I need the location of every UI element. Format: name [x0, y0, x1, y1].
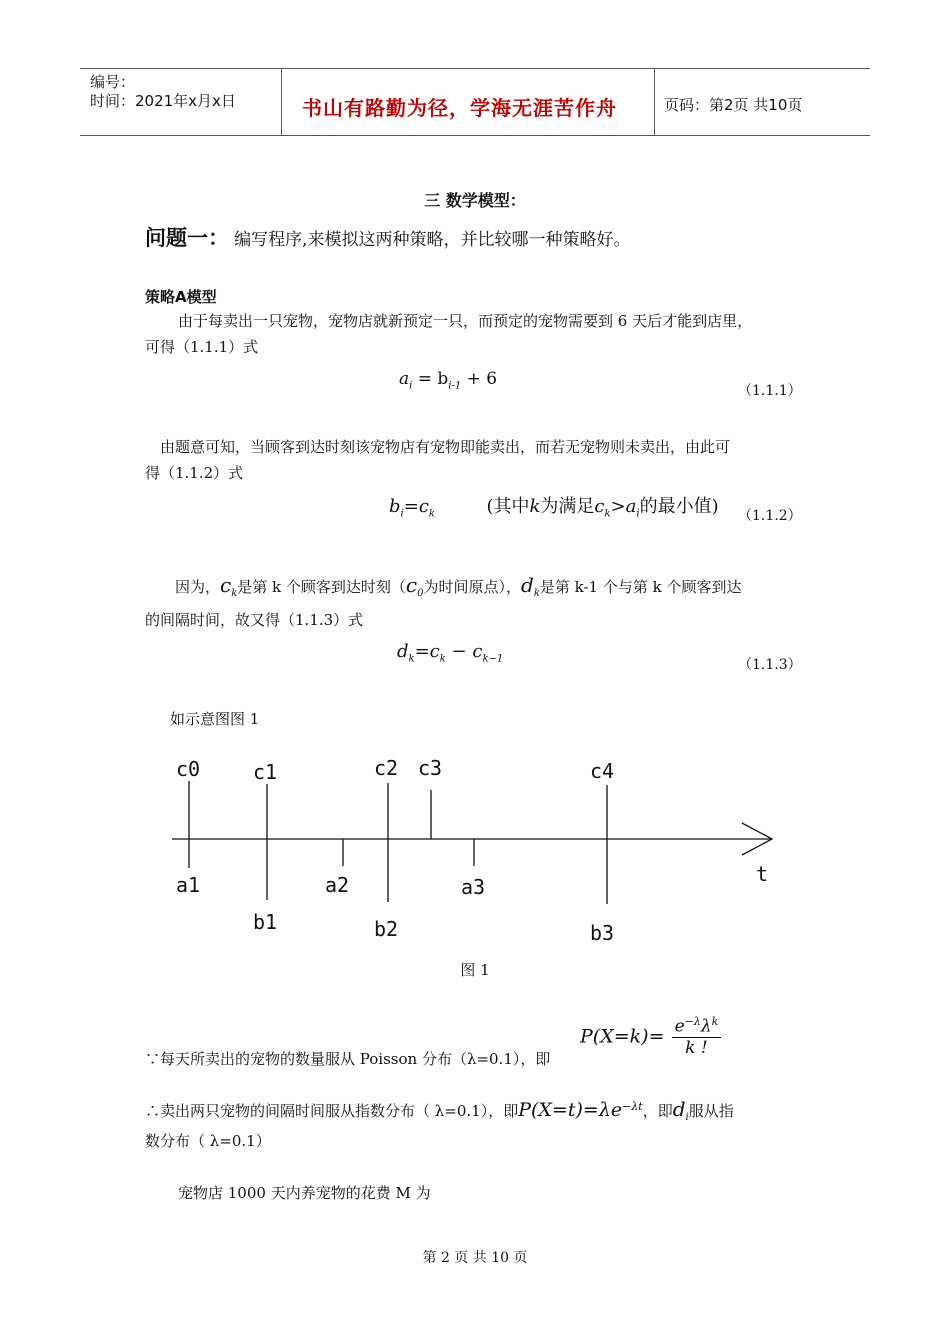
header-motto: 书山有路勤为径，学海无涯苦作舟 — [302, 96, 617, 120]
label-c1: c1 — [253, 760, 278, 784]
eq2-cond-sub-k: k — [604, 508, 611, 520]
eq3-sub-k1: k−1 — [482, 653, 504, 665]
label-b3: b3 — [590, 921, 615, 945]
exp-formula-sup: −λt — [622, 1100, 643, 1113]
eq2-number: （1.1.2） — [738, 508, 802, 524]
para2-line1: 由题意可知，当顾客到达时刻该宠物店有宠物即能卖出，而若无宠物则未卖出，由此可 — [160, 438, 731, 456]
question-label: 问题一： — [145, 226, 229, 250]
label-a1: a1 — [176, 873, 201, 897]
eq2-cond-text: 为满足 — [540, 496, 595, 517]
eq2-cond-c: c — [594, 496, 605, 517]
exp-tail: 服从指 — [688, 1102, 734, 1120]
eq3-eq-c: =c — [414, 641, 440, 662]
eq2-cond-end: 的最小值) — [639, 496, 719, 517]
label-b1: b1 — [253, 910, 278, 934]
exp-formula: P(X=t)=λe — [518, 1099, 623, 1121]
eq3-minus-c: − c — [445, 641, 483, 662]
poisson-numerator — [672, 1015, 722, 1038]
label-t: t — [756, 862, 769, 886]
page-footer: 第 2 页 共 10 页 — [422, 1250, 528, 1266]
label-c3: c3 — [418, 756, 443, 780]
exp-line-start: ∴卖出两只宠物的间隔时间服从指数分布（ λ=0.1），即 — [145, 1102, 519, 1120]
label-c0: c0 — [176, 757, 201, 781]
poisson-lhs: P(X=k)= — [580, 1025, 665, 1048]
label-a2: a2 — [325, 873, 350, 897]
strategy-title: 策略A模型 — [145, 288, 217, 306]
eq2-cond-open: (其中 — [486, 496, 530, 517]
para1-line1: 由于每卖出一只宠物，宠物店就新预定一只，而预定的宠物需要到 6 天后才能到店里， — [178, 312, 753, 330]
para3-c0-sub: 0 — [417, 588, 424, 599]
eq2-cond-a: a — [625, 496, 637, 517]
poisson-fraction — [672, 1015, 722, 1058]
poisson-denominator: k ! — [685, 1037, 708, 1058]
para2-line2: 得（1.1.2）式 — [145, 464, 244, 482]
poisson-line: ∵每天所卖出的宠物的数量服从 Poisson 分布（λ=0.1），即 — [145, 1050, 551, 1068]
eq1-var-a: a — [399, 369, 410, 389]
poisson-e: e — [674, 1016, 685, 1037]
eq3-number: （1.1.3） — [738, 657, 802, 673]
poisson-lambda: λ — [700, 1016, 712, 1037]
label-c2: c2 — [374, 756, 399, 780]
question-text: 编写程序,来模拟这两种策略，并比较哪一种策略好。 — [234, 230, 631, 250]
eq1-eq-b: = b — [417, 369, 449, 389]
poisson-lambda-exp: k — [711, 1015, 719, 1028]
para3-ck: c — [220, 573, 232, 597]
para3-intro: 因为， — [175, 578, 221, 596]
label-c4: c4 — [590, 759, 615, 783]
section-title: 三 数学模型： — [424, 191, 526, 210]
exp-di-sub: i — [685, 1112, 689, 1123]
eq2-cond-sub-i: i — [636, 508, 640, 520]
eq3-sub-k: k — [408, 653, 415, 665]
para3-t2: 为时间原点）， — [423, 578, 522, 596]
para3-line2: 的间隔时间，故又得（1.1.3）式 — [145, 611, 364, 629]
eq2-cond-gt: > — [610, 496, 626, 517]
eq2-b: b — [389, 496, 401, 517]
poisson-e-exp: −λ — [684, 1015, 701, 1028]
eq1-sub-i: i — [409, 380, 413, 392]
para3-dk-sub: k — [533, 588, 540, 599]
exp-di: d — [672, 1097, 686, 1121]
header-time-label: 时间：2021年x月x日 — [90, 92, 236, 110]
para3-c0: c — [405, 573, 418, 597]
para3-ck-sub: k — [231, 588, 238, 599]
label-a3: a3 — [461, 875, 486, 899]
cost-line: 宠物店 1000 天内养宠物的花费 M 为 — [178, 1184, 431, 1202]
eq3-sub-k-2: k — [439, 653, 446, 665]
eq2-sub-k: k — [428, 508, 435, 520]
eq2-cond-k: k — [529, 496, 541, 517]
eq3-d: d — [397, 641, 409, 662]
eq1-tail: + 6 — [466, 369, 498, 389]
poisson-formula — [580, 1015, 721, 1058]
label-b2: b2 — [374, 917, 399, 941]
eq1-sub-i1: i-1 — [448, 380, 462, 392]
header-number-label: 编号： — [90, 73, 136, 91]
para1-line2: 可得（1.1.1）式 — [145, 338, 259, 356]
eq2-eq-c: =c — [403, 496, 429, 517]
exponential-line — [145, 1094, 734, 1131]
exponential-line2: 数分布（ λ=0.1） — [145, 1132, 271, 1150]
figure-caption: 图 1 — [460, 961, 490, 979]
figure-intro: 如示意图图 1 — [170, 710, 260, 728]
para3-t1: 是第 k 个顾客到达时刻（ — [237, 578, 406, 596]
eq1-number: （1.1.1） — [738, 383, 802, 399]
para3-t3: 是第 k-1 个与第 k 个顾客到达 — [539, 578, 742, 596]
eq2-sub-i: i — [400, 508, 404, 520]
header-page-label: 页码：第2页 共10页 — [664, 96, 803, 114]
exp-mid: ，即 — [642, 1102, 673, 1120]
para3-dk: d — [521, 573, 534, 597]
